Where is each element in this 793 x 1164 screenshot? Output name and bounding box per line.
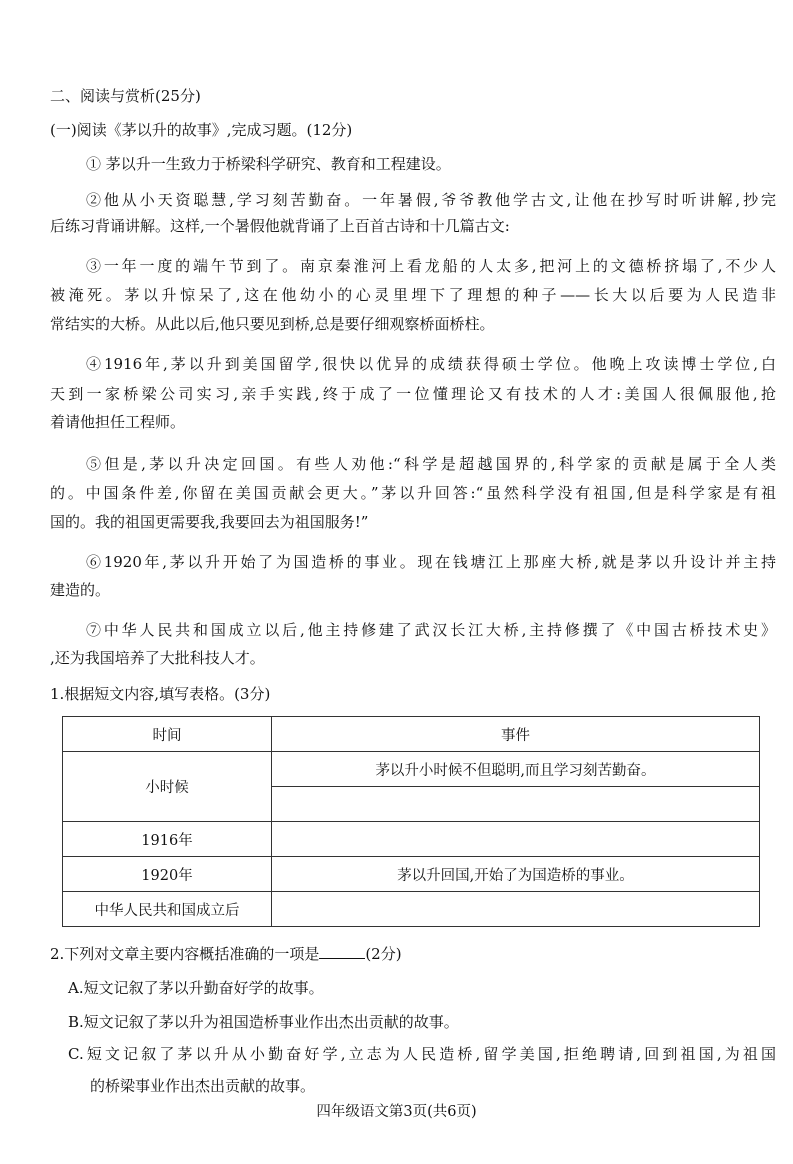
table-header-time: 时间 — [63, 717, 272, 752]
paragraph-2-line-2: 后练习背诵讲解。这样,一个暑假他就背诵了上百首古诗和十几篇古文: — [50, 217, 510, 235]
paragraph-4-line-1: ④1916年,茅以升到美国留学,很快以优异的成绩获得硕士学位。他晚上攻读博士学位,白 — [86, 355, 776, 373]
fill-in-table — [62, 716, 760, 927]
paragraph-4-line-3: 着请他担任工程师。 — [50, 413, 186, 431]
table-row — [63, 857, 760, 892]
paragraph-2-line-1: ②他从小天资聪慧,学习刻苦勤奋。一年暑假,爷爷教他学古文,让他在抄写时听讲解,抄完 — [86, 191, 776, 209]
table-header-event: 事件 — [272, 717, 760, 752]
question-2-prompt-text: 2.下列对文章主要内容概括准确的一项是 — [50, 945, 320, 963]
paragraph-7-line-2: ,还为我国培养了大批科技人才。 — [50, 649, 265, 667]
paragraph-3-line-3: 常结实的大桥。从此以后,他只要见到桥,总是要仔细观察桥面桥柱。 — [50, 315, 495, 333]
table-row — [63, 892, 760, 927]
paragraph-3-line-1: ③一年一度的端午节到了。南京秦淮河上看龙船的人太多,把河上的文德桥挤塌了,不少人 — [86, 257, 776, 275]
table-cell-time: 中华人民共和国成立后 — [63, 892, 272, 927]
table-cell-time: 1920年 — [63, 857, 272, 892]
question-2-score: (2分) — [365, 945, 402, 963]
table-row — [63, 752, 760, 787]
paragraph-7-line-1: ⑦中华人民共和国成立以后,他主持修建了武汉长江大桥,主持修撰了《中国古桥技术史》 — [86, 621, 776, 639]
answer-blank-cell[interactable] — [272, 892, 760, 927]
option-c-line-1: C.短文记叙了茅以升从小勤奋好学,立志为人民造桥,留学美国,拒绝聘请,回到祖国,为祖国 — [68, 1045, 776, 1063]
page-footer: 四年级语文第3页(共6页) — [316, 1104, 477, 1120]
section-heading: 二、阅读与赏析(25分) — [50, 87, 201, 105]
paragraph-5-line-1: ⑤但是,茅以升决定回国。有些人劝他:“科学是超越国界的,科学家的贡献是属于全人类 — [86, 455, 776, 473]
table-row — [63, 822, 760, 857]
question-2-prompt — [50, 944, 402, 964]
paragraph-3-line-2: 被淹死。茅以升惊呆了,这在他幼小的心灵里埋下了理想的种子——长大以后要为人民造非 — [50, 286, 776, 304]
subsection-heading: (一)阅读《茅以升的故事》,完成习题。(12分) — [50, 121, 353, 139]
table-header-row — [63, 717, 760, 752]
table-cell-event: 茅以升小时候不但聪明,而且学习刻苦勤奋。 — [272, 752, 760, 787]
paragraph-5-line-3: 国的。我的祖国更需要我,我要回去为祖国服务!” — [50, 513, 369, 531]
answer-blank-cell[interactable] — [272, 787, 760, 822]
answer-blank[interactable] — [319, 944, 365, 959]
paragraph-5-line-2: 的。中国条件差,你留在美国贡献会更大。”茅以升回答:“虽然科学没有祖国,但是科学家是有祖 — [50, 484, 776, 502]
table-cell-time: 小时候 — [63, 752, 272, 822]
option-c-line-2: 的桥梁事业作出杰出贡献的故事。 — [90, 1077, 316, 1095]
paragraph-4-line-2: 天到一家桥梁公司实习,亲手实践,终于成了一位懂理论又有技术的人才:美国人很佩服他,抢 — [50, 385, 776, 403]
option-a: A.短文记叙了茅以升勤奋好学的故事。 — [68, 979, 324, 997]
option-b: B.短文记叙了茅以升为祖国造桥事业作出杰出贡献的故事。 — [68, 1013, 459, 1031]
answer-blank-cell[interactable] — [272, 822, 760, 857]
question-1-prompt: 1.根据短文内容,填写表格。(3分) — [50, 685, 271, 703]
table-cell-time: 1916年 — [63, 822, 272, 857]
paragraph-6-line-2: 建造的。 — [50, 581, 111, 599]
table-cell-event: 茅以升回国,开始了为国造桥的事业。 — [272, 857, 760, 892]
paragraph-6-line-1: ⑥1920年,茅以升开始了为国造桥的事业。现在钱塘江上那座大桥,就是茅以升设计并主持 — [86, 553, 776, 571]
paragraph-1: ① 茅以升一生致力于桥梁科学研究、教育和工程建设。 — [86, 155, 451, 173]
